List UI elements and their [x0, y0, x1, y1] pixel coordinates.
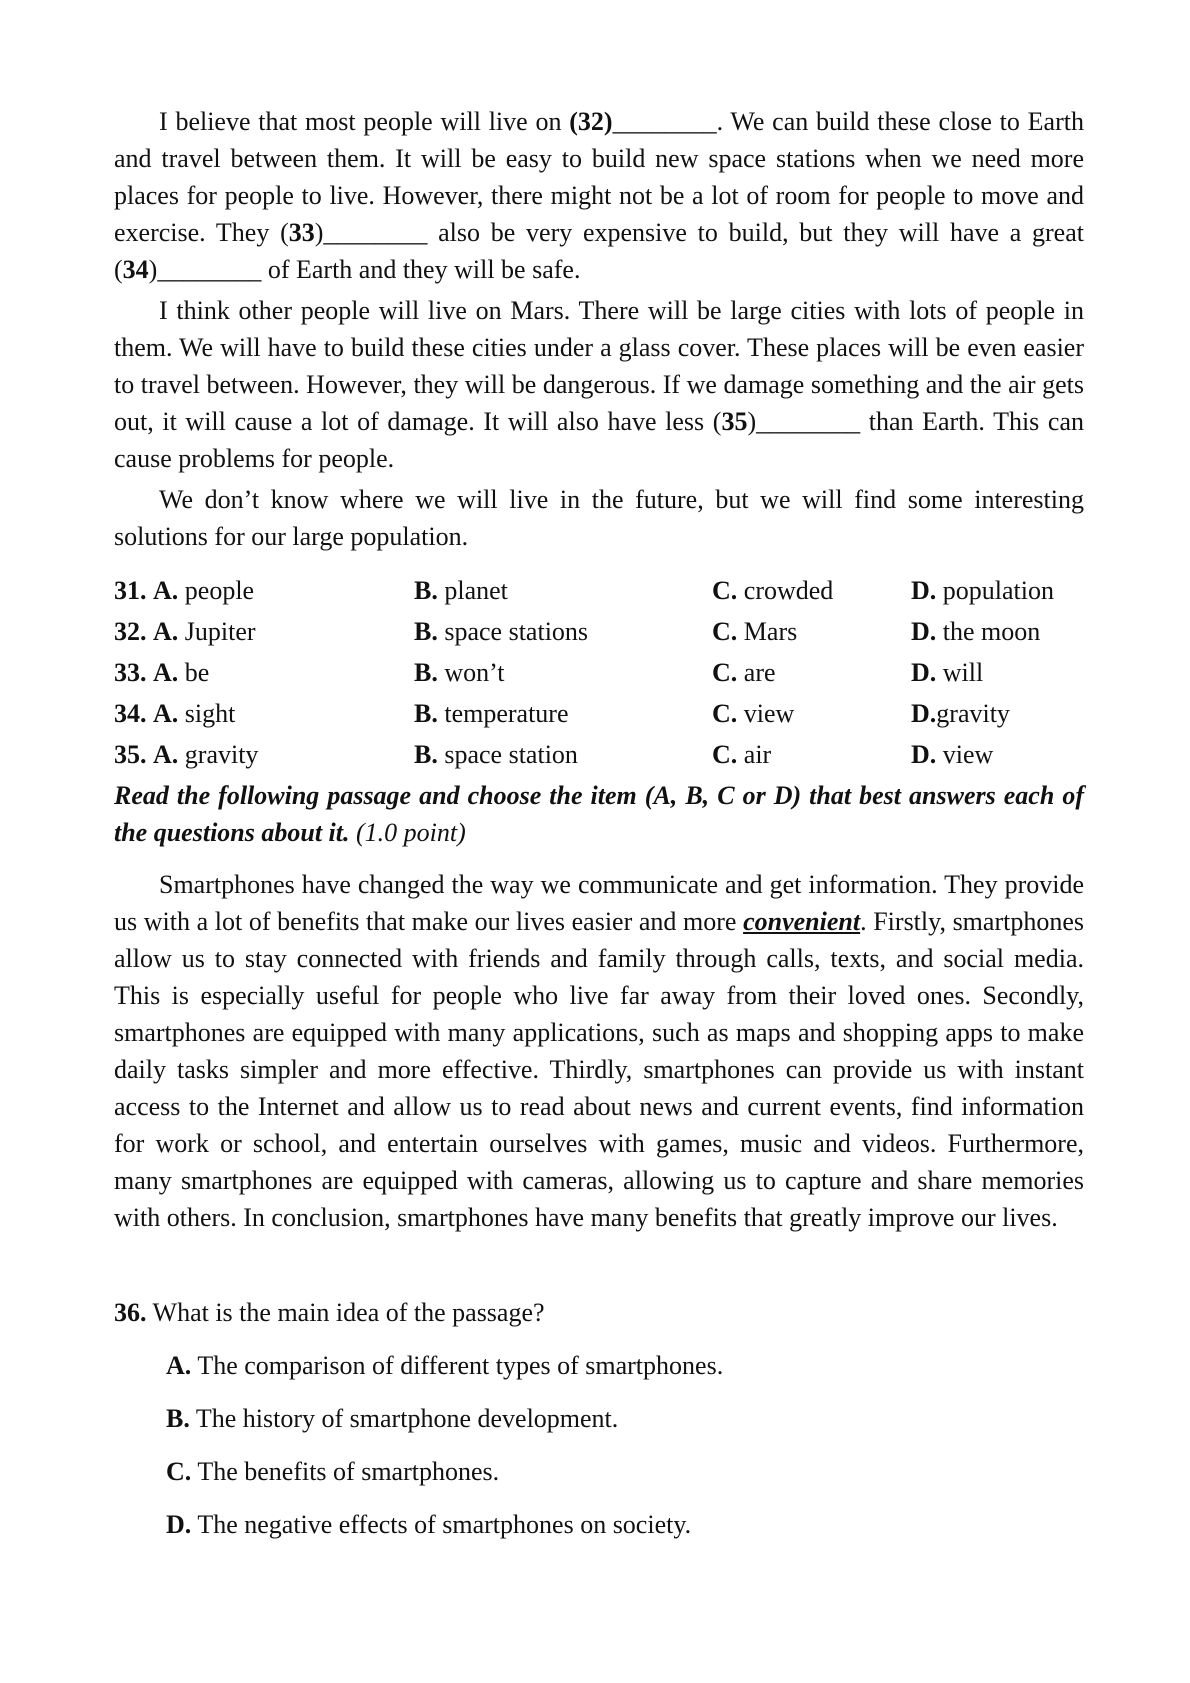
reading-paragraph: Smartphones have changed the way we communicate and get information. They provide us with a lot of benefits that make our lives easier and more convenient. Firstly, smartphones allow us to stay connected with friends and family through calls, texts, and social media. This is especially useful for people who live far away from their loved ones. Secondly, smartphones are equipped with many applications, such as maps and shopping apps to make daily tasks simpler and more effective. Thirdly, smartphones can provide us with instant access to the Internet and allow us to read about news and current events, find information for work or school, and entertain ourselves with games, music and videos. Furthermore, many smartphones are equipped with cameras, allowing us to capture and share memories with others. In conclusion, smartphones have many benefits that greatly improve our lives.	[114, 870, 1084, 1232]
reading-passage	[114, 866, 1084, 1240]
answer-a[interactable]: A. The comparison of different types of smartphones.	[166, 1351, 724, 1380]
points-label: (1.0 point)	[356, 818, 466, 847]
underlined-word: convenient	[743, 907, 861, 936]
blank-35-number: 35	[721, 407, 748, 436]
blank-33-number: 33	[288, 218, 315, 247]
blank-34-number: 34	[122, 255, 149, 284]
answer-b[interactable]: B. The history of smartphone development.	[166, 1404, 619, 1433]
blank-32-number: (32)	[569, 107, 613, 136]
option-row-35: 35. A. gravity B. space station C. air D. view	[114, 740, 994, 769]
option-row-33: 33. A. be B. won’t C. are D. will	[114, 658, 984, 687]
paragraph-2: I think other people will live on Mars. There will be large cities with lots of people in them. We will have to build these cities under a glass cover. These places will be even easier to travel between. However, they will be dangerous. If we damage something and the air gets out, it will cause a lot of damage. It will also have less (35)________ than Earth. This can cause problems for people.	[114, 296, 1085, 473]
paragraph-1: I believe that most people will live on (32)________. We can build these close to Earth and travel between them. It will be easy to build new space stations when we need more places for people to live. However, there might not be a lot of room for people to move and exercise. They (33)________ also be very expensive to build, but they will have a great (34)________ of Earth and they will be safe.	[114, 107, 1084, 284]
option-row-32: 32. A. Jupiter B. space stations C. Mars D. the moon	[114, 617, 1041, 646]
cloze-passage	[114, 103, 1084, 559]
option-row-31: 31. A. people B. planet C. crowded D. population	[114, 576, 1054, 605]
reading-instruction: Read the following passage and choose the item (A, B, C or D) that best answers each of the questions about it. (1.0 point)	[114, 781, 1084, 847]
answer-c[interactable]: C. The benefits of smartphones.	[166, 1457, 500, 1486]
option-row-34: 34. A. sight B. temperature C. view D.gravity	[114, 699, 1010, 728]
paragraph-3: We don’t know where we will live in the future, but we will find some interesting solutions for our large population.	[114, 485, 1084, 551]
answer-options-table	[114, 570, 1084, 775]
answer-d[interactable]: D. The negative effects of smartphones on society.	[166, 1510, 692, 1539]
question-36: 36. What is the main idea of the passage?	[114, 1298, 545, 1327]
